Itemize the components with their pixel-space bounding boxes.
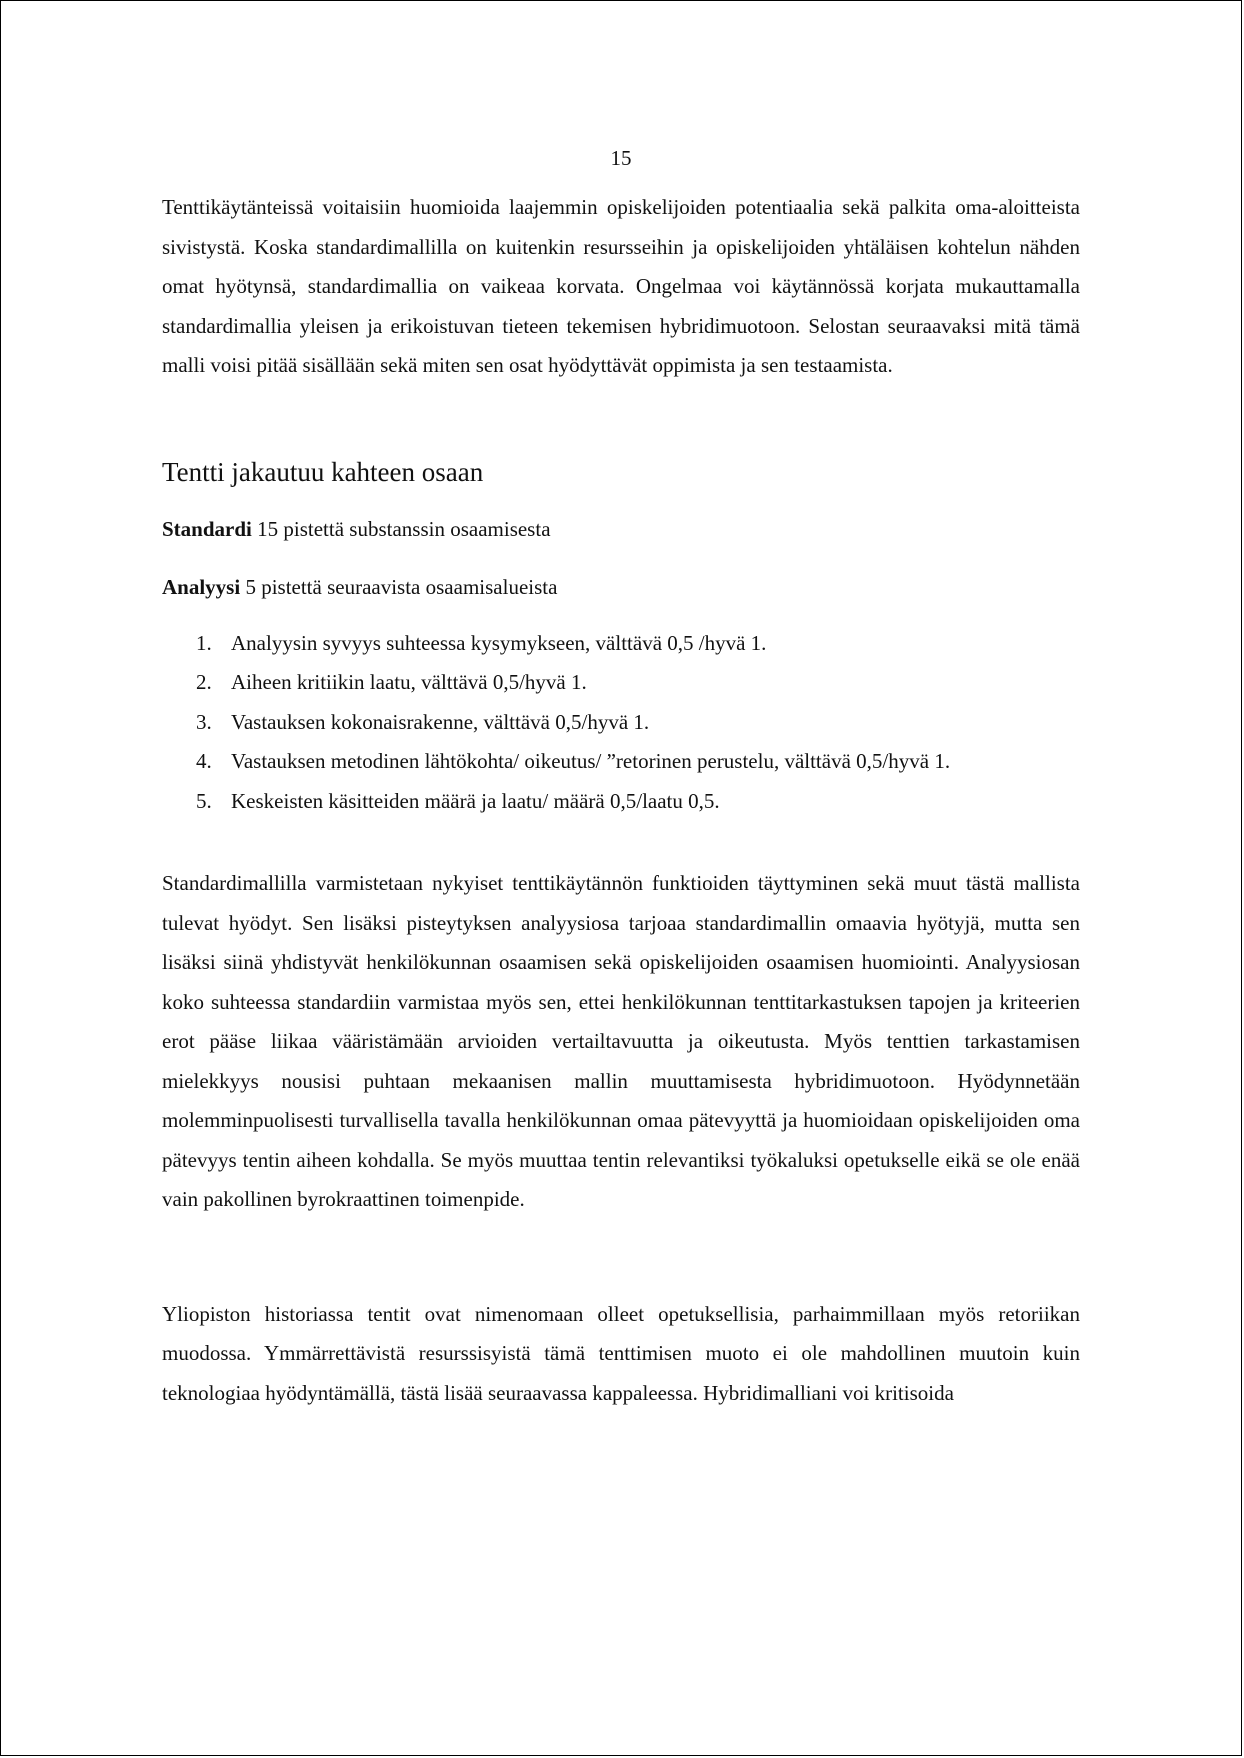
standard-label: Standardi xyxy=(162,516,252,541)
analysis-line xyxy=(162,567,1080,607)
page-content xyxy=(162,138,1080,1413)
list-item-text: Analyysin syvyys suhteessa kysymykseen, välttävä 0,5 /hyvä 1. xyxy=(231,630,767,655)
list-item-number: 4. xyxy=(196,749,212,773)
page-number: 15 xyxy=(610,146,632,170)
list-item-number: 5. xyxy=(196,788,212,813)
list-item-text: Vastauksen metodinen lähtökohta/ oikeutus/ ”retorinen perustelu, välttävä 0,5/hyvä 1. xyxy=(231,749,951,773)
analysis-text: 5 pistettä seuraavista osaamisalueista xyxy=(240,574,558,599)
list-item xyxy=(162,703,1080,743)
list-item xyxy=(162,742,1080,782)
list-item xyxy=(162,663,1080,703)
intro-paragraph: Tenttikäytänteissä voitaisiin huomioida laajemmin opiskelijoiden potentiaalia sekä palkita oma-aloitteista sivistystä. Koska standardimallilla on kuitenkin resursseihin ja opiskelijoiden yhtäläisen kohtelun nähden omat hyötynsä, standardimallia on vaikeaa korvata. Ongelmaa voi käytännössä korjata mukauttamalla standardimallia yleisen ja erikoistuvan tieteen tekemisen hybridimuotoon. Selostan seuraavaksi mitä tämä malli voisi pitää sisällään sekä miten sen osat hyödyttävät oppimista ja sen testaamista. xyxy=(162,195,1080,377)
standard-text: 15 pistettä substanssin osaamisesta xyxy=(251,516,551,541)
analysis-label: Analyysi xyxy=(162,574,241,599)
criteria-list xyxy=(162,624,1080,822)
list-item-number: 1. xyxy=(196,630,212,655)
section-heading: Tentti jakautuu kahteen osaan xyxy=(162,456,484,487)
list-item-text: Vastauksen kokonaisrakenne, välttävä 0,5/hyvä 1. xyxy=(231,709,650,734)
list-item-text: Aiheen kritiikin laatu, välttävä 0,5/hyvä 1. xyxy=(231,670,587,694)
standard-line xyxy=(162,509,1080,549)
body-paragraph-2: Standardimallilla varmistetaan nykyiset tenttikäytännön funktioiden täyttyminen sekä muut tästä mallista tulevat hyödyt. Sen lisäksi pisteytyksen analyysiosa tarjoaa standardimallin omaavia hyötyjä, mutta sen lisäksi siinä yhdistyvät henkilökunnan osaamisen sekä opiskelijoiden osaamisen huomiointi. Analyysiosan koko suhteessa standardiin varmistaa myös sen, ettei henkilökunnan tenttitarkastuksen tapojen ja kriteerien erot pääse liikaa vääristämään arvioiden vertailtavuutta ja oikeutusta. Myös tenttien tarkastamisen mielekkyys nousisi puhtaan mekaanisen mallin muuttamisesta hybridimuotoon. Hyödynnetään molemminpuolisesti turvallisella tavalla henkilökunnan omaa pätevyyttä ja huomioidaan opiskelijoiden oma pätevyys tentin aiheen kohdalla. Se myös muuttaa tentin relevantiksi työkaluksi opetukselle eikä se ole enää vain pakollinen byrokraattinen toimenpide. xyxy=(162,871,1080,1211)
list-item-number: 2. xyxy=(196,670,212,694)
list-item-text: Keskeisten käsitteiden määrä ja laatu/ määrä 0,5/laatu 0,5. xyxy=(231,788,720,813)
list-item xyxy=(162,624,1080,664)
list-item-number: 3. xyxy=(196,709,212,734)
list-item xyxy=(162,782,1080,822)
body-paragraph-3: Yliopiston historiassa tentit ovat nimenomaan olleet opetuksellisia, parhaimmillaan myös retoriikan muodossa. Ymmärrettävistä resurssisyistä tämä tenttimisen muoto ei ole mahdollinen muutoin kuin teknologiaa hyödyntämällä, tästä lisää seuraavassa kappaleessa. Hybridimalliani voi kritisoida xyxy=(162,1301,1080,1405)
